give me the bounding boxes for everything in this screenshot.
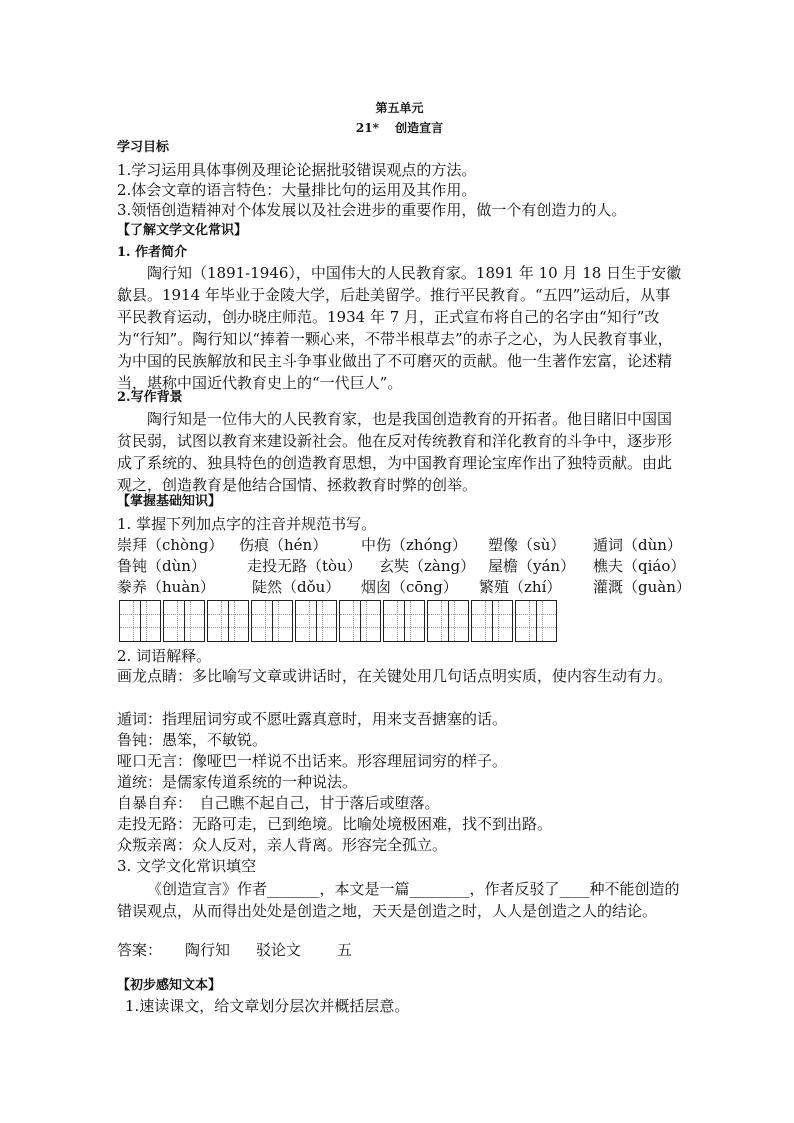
grid-cell[interactable]	[119, 600, 161, 642]
author-heading: 1. 作者简介	[117, 245, 188, 260]
unit-title: 第五单元	[375, 101, 424, 115]
grid-cell[interactable]	[339, 600, 381, 642]
goal-item-2: 2.体会文章的语言特色：大量排比句的运用及其作用。	[117, 181, 477, 199]
pinyin-item: 豢养（huàn）	[117, 578, 215, 596]
lesson-title: 21* 创造宣言	[355, 121, 444, 135]
pinyin-item: 烟囱（cōng）	[361, 578, 458, 596]
pinyin-item: 繁殖（zhí）	[479, 578, 562, 596]
culture-heading: 【了解文学文化常识】	[117, 223, 248, 238]
grid-cell[interactable]	[163, 600, 205, 642]
answer-item: 陶行知	[185, 941, 231, 959]
pinyin-item: 崇拜（chòng）	[117, 536, 224, 554]
definition-item: 走投无路：无路可走，已到绝境。比喻处境极困难，找不到出路。	[117, 815, 553, 833]
pinyin-item: 塑像（sù）	[488, 536, 566, 554]
author-text: 陶行知（1891-1946），中国伟大的人民教育家。1891 年 10 月 18 日生于安徽歙县。1914 年毕业于金陵大学，后赴美留学。推行平民教育。“五四”运动后，从事平民教育运动，创办晓庄师范。1934 年 7 月，正式宣布将自己的名字由“知行”改为“行知”。陶行知以“捧着一颗心来，不带半根草去”的赤子之心，为人民教育事业，为中国的民族解放和民主斗争事业做出了不可磨灭的贡献。他一生著作宏富，论述精当，堪称中国近代教育史上的“一代巨人”。	[117, 264, 682, 392]
pinyin-item: 中伤（zhóng）	[361, 536, 467, 554]
grid-cell[interactable]	[471, 600, 513, 642]
goal-item-1: 1.学习运用具体事例及理论论据批驳错误观点的方法。	[117, 161, 477, 179]
pinyin-item: 灌溉（guàn）	[593, 578, 691, 596]
definition-item: 哑口无言：像哑巴一样说不出话来。形容理屈词穷的样子。	[117, 752, 508, 770]
definition-item: 众叛亲离：众人反对，亲人背离。形容完全孤立。	[117, 836, 448, 854]
answer-item: 驳论文	[256, 941, 302, 959]
grid-cell[interactable]	[295, 600, 337, 642]
pinyin-item: 玄奘（zàng）	[379, 557, 476, 575]
pinyin-item: 走投无路（tòu）	[247, 557, 362, 575]
definition-item: 道统：是儒家传道系统的一种说法。	[117, 773, 358, 791]
definition-item: 自暴自弃： 自己瞧不起自己，甘于落后或堕落。	[117, 794, 440, 812]
goals-heading: 学习目标	[117, 140, 170, 155]
goal-item-3: 3.领悟创造精神对个体发展以及社会进步的重要作用，做一个有创造力的人。	[117, 201, 627, 219]
grid-cell[interactable]	[515, 600, 557, 642]
answer-label: 答案：	[117, 941, 163, 959]
definition-item: 鲁钝：愚笨，不敏锐。	[117, 731, 268, 749]
basics-question-1: 1. 掌握下列加点字的注音并规范书写。	[117, 515, 377, 533]
basics-heading: 【掌握基础知识】	[117, 494, 222, 509]
perceive-heading: 【初步感知文本】	[117, 978, 222, 993]
grid-cell[interactable]	[207, 600, 249, 642]
pinyin-item: 屋檐（yán）	[488, 557, 576, 575]
fill-in-text: 《创造宣言》作者_______，本文是一篇________，作者反驳了____种不能创造的错误观点，从而得出处处是创造之地，天天是创造之时，人人是创造之人的结论。	[117, 880, 680, 920]
writing-grid[interactable]	[119, 600, 559, 642]
pinyin-item: 伤痕（hén）	[239, 536, 328, 554]
grid-cell[interactable]	[251, 600, 293, 642]
pinyin-item: 陡然（dǒu）	[252, 578, 341, 596]
grid-cell[interactable]	[383, 600, 425, 642]
pinyin-item: 遁词（dùn）	[593, 536, 682, 554]
perceive-question-1: 1.速读课文，给文章划分层次并概括层意。	[125, 997, 410, 1015]
answer-item: 五	[337, 941, 353, 959]
grid-cell[interactable]	[427, 600, 469, 642]
pinyin-item: 鲁钝（dùn）	[117, 557, 206, 575]
definition-item: 遁词：指理屈词穷或不愿吐露真意时，用来支吾搪塞的话。	[117, 710, 508, 728]
definition-item: 画龙点睛：多比喻写文章或讲话时，在关键处用几句话点明实质，使内容生动有力。	[117, 667, 673, 685]
background-heading: 2.写作背景	[117, 390, 183, 405]
background-text: 陶行知是一位伟大的人民教育家，也是我国创造教育的开拓者。他目睹旧中国国贫民弱，试图以教育来建设新社会。他在反对传统教育和洋化教育的斗争中，逐步形成了系统的、独具特色的创造教育思想，为中国教育理论宝库作出了独特贡献。由此观之，创造教育是他结合国情、拯救教育时弊的创举。	[117, 410, 673, 494]
basics-question-2: 2. 词语解释。	[117, 647, 212, 665]
basics-question-3: 3. 文学文化常识填空	[117, 857, 257, 875]
pinyin-item: 樵夫（qiáo）	[593, 557, 686, 575]
